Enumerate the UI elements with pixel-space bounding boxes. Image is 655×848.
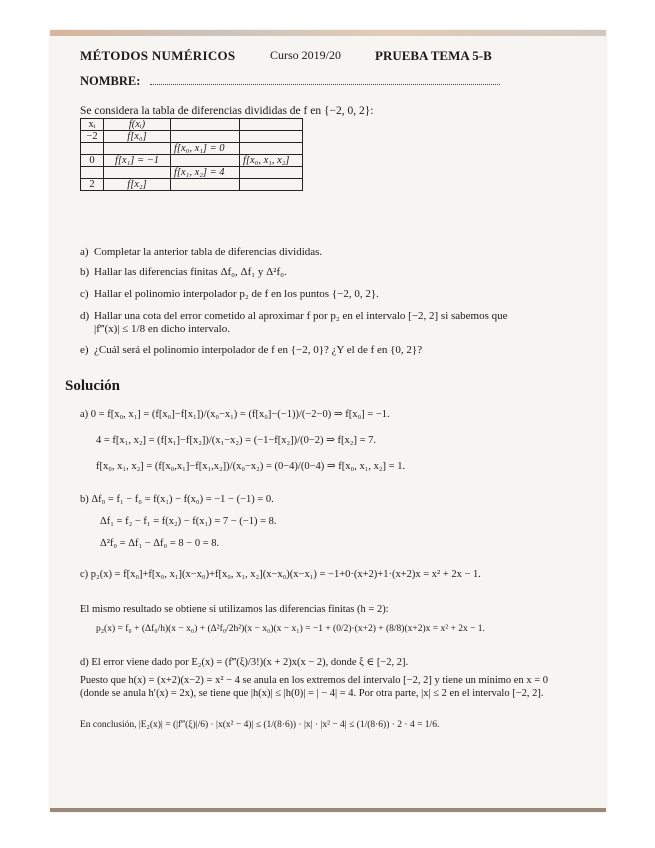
question-text: Hallar las diferencias finitas Δf₀, Δf₁ y Δ²f₀. <box>94 266 287 278</box>
question-text: ¿Cuál será el polinomio interpolador de f en {−2, 0}? ¿Y el de f en {0, 2}? <box>94 344 423 356</box>
table-cell <box>240 167 303 179</box>
table-cell: 2 <box>81 179 104 191</box>
name-field-line <box>150 84 500 85</box>
solution-line: b) Δf₀ = f₁ − f₀ = f(x₁) − f(x₀) = −1 − (−1) = 0. <box>80 494 274 505</box>
question-label: a) <box>80 246 89 258</box>
solution-line: c) p₂(x) = f[x₀]+f[x₀, x₁](x−x₀)+f[x₀, x₁, x₂](x−x₀)(x−x₁) = −1+0·(x+2)+1·(x+2)x = x² + 2x − 1. <box>80 569 481 580</box>
solution-line: f[x₀, x₁, x₂] = (f[x₀,x₁]−f[x₁,x₂])/(x₀−x₂) = (0−4)/(0−4) ⇒ f[x₀, x₁, x₂] = 1. <box>96 461 406 472</box>
table-cell: f[x₀, x₁, x₂] <box>240 155 303 167</box>
problem-intro: Se considera la tabla de diferencias divididas de f en {−2, 0, 2}: <box>80 105 374 117</box>
table-row <box>81 179 303 191</box>
solution-line: d) El error viene dado por E₂(x) = (f‴(ξ)/3!)(x + 2)x(x − 2), donde ξ ∈ [−2, 2]. <box>80 657 409 668</box>
question-text: Hallar el polinomio interpolador p₂ de f en los puntos {−2, 0, 2}. <box>94 288 379 300</box>
table-cell <box>171 155 240 167</box>
divided-differences-table <box>80 118 303 191</box>
table-cell: f[x₁] = −1 <box>104 155 171 167</box>
solution-heading: Solución <box>65 378 121 394</box>
table-cell: f[x₂] <box>104 179 171 191</box>
table-cell: f[x₀] <box>104 131 171 143</box>
table-row <box>81 155 303 167</box>
scanned-bottom-edge <box>50 808 606 812</box>
solution-line: p₂(x) = f₀ + (Δf₀/h)(x − x₀) + (Δ²f₀/2h²)(x − x₀)(x − x₁) = −1 + (0/2)·(x+2) + (8/8)(x+2)x = x² + 2x − 1. <box>96 624 485 634</box>
table-cell <box>240 179 303 191</box>
course-year: Curso 2019/20 <box>270 48 342 62</box>
table-cell <box>104 143 171 155</box>
name-label: NOMBRE: <box>80 74 141 88</box>
table-cell: f(xᵢ) <box>104 119 171 131</box>
solution-line: a) 0 = f[x₀, x₁] = (f[x₀]−f[x₁])/(x₀−x₁) = (f[x₀]−(−1))/(−2−0) ⇒ f[x₀] = −1. <box>80 409 390 420</box>
table-cell <box>240 131 303 143</box>
solution-line: Δf₁ = f₂ − f₁ = f(x₂) − f(x₁) = 7 − (−1) = 8. <box>100 516 277 527</box>
question-label: b) <box>80 266 90 278</box>
solution-line: 4 = f[x₁, x₂] = (f[x₁]−f[x₂])/(x₁−x₂) = (−1−f[x₂])/(0−2) ⇒ f[x₂] = 7. <box>96 435 377 446</box>
table-row <box>81 131 303 143</box>
solution-line: El mismo resultado se obtiene si utilizamos las diferencias finitas (h = 2): <box>80 604 389 615</box>
table-cell: −2 <box>81 131 104 143</box>
table-header-row <box>81 119 303 131</box>
table-cell <box>171 119 240 131</box>
table-cell <box>240 119 303 131</box>
table-row <box>81 167 303 179</box>
table-cell <box>240 143 303 155</box>
table-cell <box>81 167 104 179</box>
solution-line: En conclusión, |E₂(x)| = (|f‴(ξ)|/6) · |x(x² − 4)| ≤ (1/(8·6)) · |x| · |x² − 4| ≤ (1/(8·6)) · 2 · 4 = 1/6. <box>80 720 440 730</box>
question-label: c) <box>80 288 89 300</box>
solution-line: Δ²f₀ = Δf₁ − Δf₀ = 8 − 0 = 8. <box>100 538 220 549</box>
table-row <box>81 143 303 155</box>
table-cell: f[x₀, x₁] = 0 <box>171 143 240 155</box>
solution-line: Puesto que h(x) = (x+2)(x−2) = x² − 4 se anula en los extremos del intervalo [−2, 2] y tiene un mínimo en x = 0 (donde se anula h′(x) = 2x), se tiene que |h(x)| ≤ |h(0)| = | − 4| = 4. Por otra parte, |x| ≤ 2 en el intervalo [−2, 2]. <box>80 675 549 699</box>
table-cell <box>81 143 104 155</box>
question-text: Hallar una cota del error cometido al aproximar f por p₂ en el intervalo [−2, 2] si sabemos que |f‴(x)| ≤ 1/8 en dicho intervalo. <box>94 310 508 335</box>
test-title: PRUEBA TEMA 5-B <box>375 48 492 63</box>
table-cell: xᵢ <box>81 119 104 131</box>
scanned-top-edge <box>50 30 606 36</box>
course-title: MÉTODOS NUMÉRICOS <box>80 48 236 63</box>
question-text: Completar la anterior tabla de diferencias divididas. <box>94 246 323 258</box>
question-label: d) <box>80 310 90 322</box>
table-cell <box>104 167 171 179</box>
table-cell: 0 <box>81 155 104 167</box>
table-cell <box>171 179 240 191</box>
table-cell <box>171 131 240 143</box>
table-cell: f[x₁, x₂] = 4 <box>171 167 240 179</box>
question-label: e) <box>80 344 89 356</box>
